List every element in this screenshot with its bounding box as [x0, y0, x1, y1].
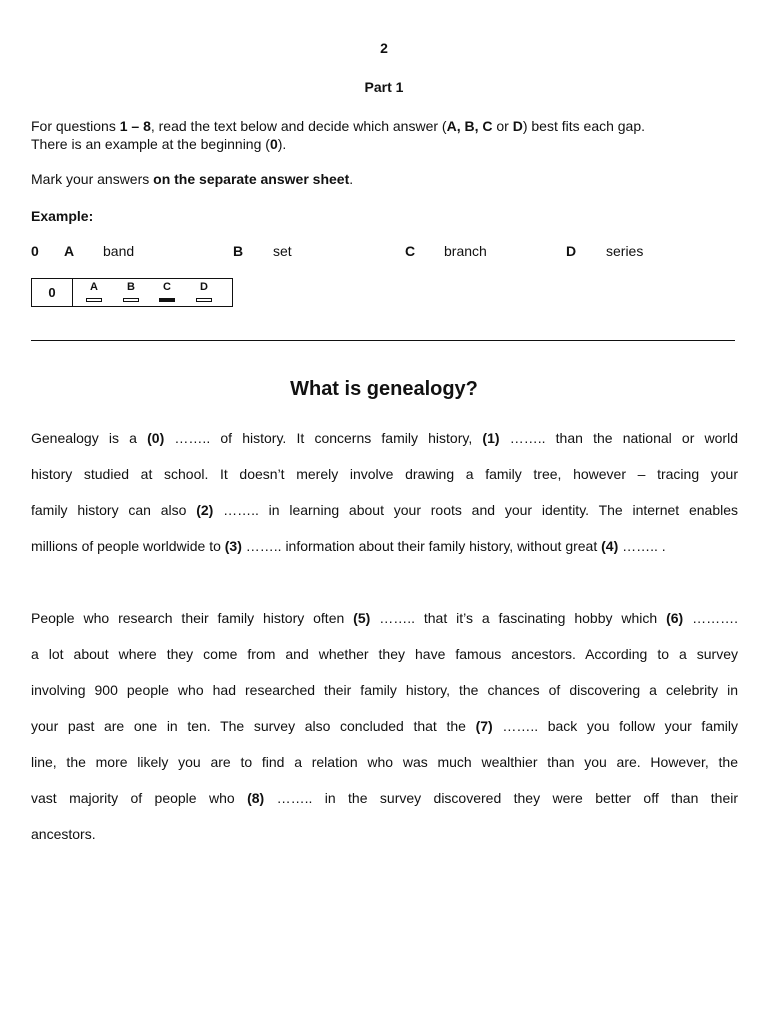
- paragraph-run: millions of people worldwide to: [31, 538, 225, 554]
- text-run: D: [512, 118, 523, 134]
- paragraph-line: [31, 789, 738, 825]
- example-answer-grid: [31, 278, 233, 307]
- text-run: ) best fits each gap.: [522, 118, 646, 134]
- paragraph-run: …….. of history. It concerns family history,: [164, 430, 483, 446]
- example-option-a-letter: A: [64, 243, 75, 259]
- paragraph-run: history studied at school. It doesn’t merely involve drawing a family tree, however – tracing your: [31, 466, 738, 482]
- example-option-a-word: band: [103, 243, 135, 259]
- answer-bubble-b: [123, 298, 139, 302]
- paragraph-run: …….. in learning about your roots and your identity. The internet enables: [213, 502, 739, 518]
- paragraph-run: ……….: [683, 610, 739, 626]
- paragraph-run: line, the more likely you are to find a relation who was much wealthier than you are. However, the: [31, 754, 738, 770]
- text-run: on the separate answer sheet: [153, 171, 350, 187]
- paragraph-run: (3): [224, 538, 242, 554]
- paragraph-run: a lot about where they come from and whether they have famous ancestors. According to a survey: [31, 646, 738, 662]
- part-title: Part 1: [364, 79, 404, 95]
- instructions-line-2: [31, 135, 741, 153]
- text-run: 1 – 8: [119, 118, 151, 134]
- paragraph-line: [31, 465, 738, 501]
- answer-bubble-d: [196, 298, 212, 302]
- example-option-b-word: set: [273, 243, 292, 259]
- page-number: 2: [380, 40, 388, 56]
- paragraph-line: [31, 537, 738, 573]
- example-option-c-word: branch: [444, 243, 487, 259]
- text-run: 0: [269, 136, 278, 152]
- instructions: [31, 117, 741, 153]
- paragraph-run: …….. that it’s a fascinating hobby which: [370, 610, 667, 626]
- answer-grid-letter-b: B: [127, 281, 135, 293]
- text-run: For questions: [31, 118, 120, 134]
- paragraph-run: …….. back you follow your family: [492, 718, 738, 734]
- answer-grid-letter-c: C: [163, 281, 171, 293]
- paragraph-line: [31, 753, 738, 789]
- paragraph-run: (1): [482, 430, 500, 446]
- text-run: ).: [277, 136, 287, 152]
- mark-answers-instruction: [31, 171, 353, 187]
- instructions-line-1: [31, 117, 741, 135]
- paragraph-run: involving 900 people who had researched their family history, the chances of discovering a celebrity in: [31, 682, 738, 698]
- answer-grid-letter-a: A: [90, 281, 98, 293]
- example-options-row: [31, 243, 731, 261]
- paragraph-run: vast majority of people who: [31, 790, 248, 806]
- answer-bubble-c: [159, 298, 175, 302]
- text-run: There is an example at the beginning (: [31, 136, 270, 152]
- paragraph-run: ancestors.: [31, 826, 96, 842]
- example-label: Example:: [31, 208, 94, 224]
- text-run: or: [492, 118, 513, 134]
- paragraph-1: [31, 429, 738, 573]
- paragraph-line: [31, 429, 738, 465]
- paragraph-run: Genealogy is a: [31, 430, 148, 446]
- text-run: , read the text below and decide which answer (: [150, 118, 447, 134]
- paragraph-run: (8): [247, 790, 265, 806]
- answer-grid-number: 0: [32, 279, 73, 306]
- paragraph-run: (0): [147, 430, 165, 446]
- paragraph-run: …….. information about their family history, without great: [241, 538, 602, 554]
- paragraph-run: …….. than the national or world: [499, 430, 738, 446]
- paragraph-run: …….. in the survey discovered they were better off than their: [264, 790, 739, 806]
- paragraph-run: (7): [475, 718, 493, 734]
- paragraph-run: (6): [666, 610, 684, 626]
- answer-grid-letter-d: D: [200, 281, 208, 293]
- paragraph-run: (5): [353, 610, 371, 626]
- paragraph-line: [31, 609, 738, 645]
- paragraph-run: (2): [196, 502, 214, 518]
- text-run: Mark your answers: [31, 171, 154, 187]
- answer-bubble-a: [86, 298, 102, 302]
- paragraph-line: [31, 825, 738, 861]
- paragraph-line: [31, 501, 738, 537]
- example-option-c-letter: C: [405, 243, 416, 259]
- paragraph-run: (4): [601, 538, 619, 554]
- section-divider: [31, 340, 735, 341]
- paragraph-run: …….. .: [618, 538, 666, 554]
- example-option-b-letter: B: [233, 243, 244, 259]
- example-option-d-word: series: [606, 243, 644, 259]
- paragraph-run: family history can also: [31, 502, 197, 518]
- paragraph-2: [31, 609, 738, 861]
- paragraph-line: [31, 681, 738, 717]
- text-run: .: [349, 171, 354, 187]
- example-option-d-letter: D: [566, 243, 577, 259]
- example-number: 0: [31, 243, 39, 259]
- paragraph-line: [31, 645, 738, 681]
- paragraph-run: your past are one in ten. The survey also concluded that the: [31, 718, 476, 734]
- text-run: A, B, C: [446, 118, 493, 134]
- text-title: What is genealogy?: [290, 378, 478, 400]
- paragraph-line: [31, 717, 738, 753]
- paragraph-run: People who research their family history often: [31, 610, 354, 626]
